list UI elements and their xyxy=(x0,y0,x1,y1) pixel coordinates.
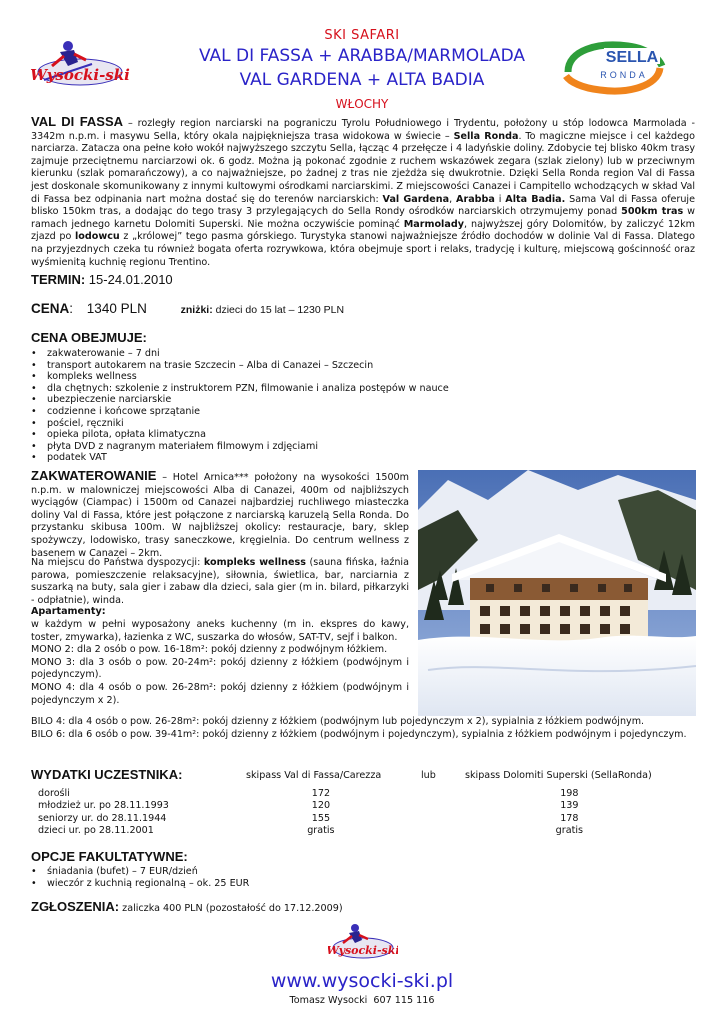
wydatki-col2: skipass Dolomiti Superski (SellaRonda) xyxy=(465,770,652,781)
svg-text:RONDA: RONDA xyxy=(600,70,648,80)
obejmuje-list xyxy=(31,348,531,464)
list-item: • codzienne i końcowe sprzątanie xyxy=(31,406,531,418)
zakwaterowanie-text-2a: Na miejscu do Państwa dyspozycji: xyxy=(31,557,204,568)
wydatki-lub: lub xyxy=(421,770,436,781)
title-line-2: VAL GARDENA + ALTA BADIA xyxy=(239,70,485,90)
table-row xyxy=(38,800,658,812)
table-row xyxy=(38,788,658,800)
intro-bold-3: Arabba xyxy=(456,193,495,205)
mono-3: MONO 3: dla 3 osób o pow. 20-24m²: pokój dzienny z łóżkiem (podwójnym i pojedynczym). xyxy=(31,656,409,681)
termin-value: 15-24.01.2010 xyxy=(88,272,173,287)
apartamenty-heading xyxy=(31,606,409,619)
intro-bold-1: Sella Ronda xyxy=(453,130,519,142)
website-link[interactable]: www.wysocki-ski.pl xyxy=(270,970,454,992)
zgloszenia-label: ZGŁOSZENIA: xyxy=(31,899,120,914)
zakwaterowanie-bold: kompleks wellness xyxy=(203,557,306,568)
list-item: • kompleks wellness xyxy=(31,371,531,383)
intro-paragraph xyxy=(31,116,695,269)
list-item: • płyta DVD z nagranym materiałem filmowym i zdjęciami xyxy=(31,441,531,453)
list-item: • zakwaterowanie – 7 dni xyxy=(31,348,531,360)
intro-bold-4: Alta Badia. xyxy=(505,193,566,205)
row-value-2: 198 xyxy=(560,788,579,799)
row-label: dorośli xyxy=(38,788,70,799)
apartamenty-text xyxy=(31,619,409,707)
wydatki-header xyxy=(31,767,695,783)
title-line-1: VAL DI FASSA + ARABBA/MARMOLADA xyxy=(198,46,526,66)
intro-bold-6: Marmolady xyxy=(403,218,464,230)
footer-logo xyxy=(328,920,398,966)
row-value-1: gratis xyxy=(307,825,335,837)
row-label: młodzież ur. po 28.11.1993 xyxy=(38,800,169,812)
list-item: • śniadania (bufet) – 7 EUR/dzień xyxy=(31,866,431,878)
cena-colon: : xyxy=(69,301,74,316)
cena-value: 1340 PLN xyxy=(86,301,147,316)
intro-text-1: – rozległy region narciarski na pograniczu Tyrolu Południowego i Trydentu, położony u stóp lodowca Marmolada - 3342m n.p.m. i masywu Sella, który okala najpiękniejsza trasa widokowa w świecie – xyxy=(31,118,695,142)
intro-text-4: w ramach jednego karnetu Dolomiti Superski. Nie można oczywiście pominąć xyxy=(31,206,695,230)
zakwaterowanie-heading: ZAKWATEROWANIE xyxy=(31,468,157,483)
mono-4: MONO 4: dla 4 osób o pow. 26-28m²: pokój dzienny z łóżkiem (podwójnym i pojedynczym x 2). xyxy=(31,681,409,706)
intro-text-3: Sama Val di Fassa oferuje blisko 150km tras, a dodając do tego trasy 3 przylegających do Sella Rondy ośrodków narciarskich otrzymujemy ponad xyxy=(31,193,695,218)
list-item: • podatek VAT xyxy=(31,452,531,464)
intro-sep-1: , xyxy=(449,193,457,205)
bilo-6: BILO 6: dla 6 osób o pow. 39-41m²: pokój dzienny z łóżkiem (podwójnym i pojedynczym), sypialnia z łóżkiem podwójnym i pojedynczym. xyxy=(31,728,687,740)
zakwaterowanie-text-2b: (sauna fińska, łaźnia parowa, pomieszczenie relaksacyjne), siłownia, świetlica, bar, narciarnia z suszarką na buty, sala gier i zabaw dla dzieci, sala gier (m in. bilard, piłkarzyki - odpłatnie), winda. xyxy=(31,557,409,606)
row-value-2: 139 xyxy=(560,800,579,812)
country: WŁOCHY xyxy=(335,97,389,111)
intro-text-2: . To magiczne miejsce i cel każdego narciarza. Zatacza ona pełne koło wokół najwyższego szczytu Sella, łącząc 4 przełęcze i 4 ladyńskie doliny. Zdobycie tej blisko 40km trasy zajmuje przeciętnemu narciarzowi ok. 6 godz. Można ją pokonać zgodnie z ruchem wskazówek zegara (szlak zielony) lub w przeciwnym kierunku (szlak pomarańczowy), a co najważniejsze, po żadnej z tras nie zjeżdża się dwukrotnie. Dzięki Sella Ronda region Val di Fassa jest doskonale skomunikowany z innymi kultowymi ośrodkami narciarskimi. Z miejscowości Canazei i Campitello wchodzących w skład Val di Fassa bez odpinania nart można dostać się do terenów narciarskich: xyxy=(31,130,696,205)
cena-line xyxy=(31,301,344,316)
bilo-text xyxy=(31,716,695,741)
termin-line xyxy=(31,272,173,287)
intro-bold-7: lodowcu xyxy=(75,231,120,243)
opcje-list xyxy=(31,866,431,889)
list-item: • transport autokarem na trasie Szczecin – Alba di Canazei – Szczecin xyxy=(31,360,531,372)
wydatki-col1: skipass Val di Fassa/Carezza xyxy=(246,770,382,781)
svg-text:Wysocki-ski: Wysocki-ski xyxy=(328,944,398,957)
intro-heading: VAL DI FASSA xyxy=(31,114,124,129)
row-label: seniorzy ur. do 28.11.1944 xyxy=(38,812,167,824)
intro-bold-2: Val Gardena xyxy=(382,193,450,205)
wydatki-table xyxy=(38,788,658,838)
contact: Tomasz Wysocki 607 115 116 xyxy=(289,995,435,1006)
list-item: • dla chętnych: szkolenie z instruktorem PZN, filmowanie i analiza postępów w nauce xyxy=(31,383,531,395)
svg-text:Wysocki-ski: Wysocki-ski xyxy=(30,66,130,84)
list-item: • wieczór z kuchnią regionalną – ok. 25 EUR xyxy=(31,878,431,890)
zakwaterowanie-text-1: – Hotel Arnica*** położony na wysokości 1500m n.p.m. w malowniczej miejscowości Alba di Canazei, 400m od najbliższych wyciągów (Ciampac) i 1500m od Canazei najbardziej ruchliwego miasteczka doliny Val di Fassa, które jest połączone z narciarską karuzelą Sella Ronda. Do przystanku skibusa 100m. W najbliższej okolicy: restauracje, bary, sklep spożywczy, lodowisko, trasy saneczkowe, kręgielnia. Do centrum wellness z basenem w Canazei – 2km. xyxy=(31,472,409,559)
zakwaterowanie-p2 xyxy=(31,557,409,607)
wydatki-heading: WYDATKI UCZESTNIKA: xyxy=(31,767,183,782)
znizki xyxy=(181,304,344,316)
znizki-value: dzieci do 15 lat – 1230 PLN xyxy=(215,304,345,316)
termin-label: TERMIN: xyxy=(31,272,86,287)
intro-bold-5: 500km tras xyxy=(621,206,684,218)
intro-text-6: z „królowej” tego pasma górskiego. Turystyka stanowi najważniejsze źródło dochodów w dolinie Val di Fassa. Dlatego na przyjezdnych czeka tu również bogata oferta rozrywkowa, która obejmuje sport i relaks, tradycję i kulturę, miejscową gościnność oraz wyśmienitą kuchnię regionu Trentino. xyxy=(31,231,695,268)
apartamenty-label: Apartamenty: xyxy=(31,606,106,617)
hotel-photo xyxy=(418,470,696,716)
intro-sep-2: i xyxy=(494,193,506,205)
zakwaterowanie-p1 xyxy=(31,470,409,560)
zgloszenia-value: zaliczka 400 PLN (pozostałość do 17.12.2009) xyxy=(119,903,343,914)
svg-text:SELLA: SELLA xyxy=(605,49,659,66)
table-row xyxy=(38,825,658,837)
kicker: SKI SAFARI xyxy=(324,28,400,43)
obejmuje-heading: CENA OBEJMUJE: xyxy=(31,330,147,345)
mono-2: MONO 2: dla 2 osób o pow. 16-18m²: pokój dzienny z podwójnym łóżkiem. xyxy=(31,644,388,656)
row-value-2: gratis xyxy=(555,825,584,837)
row-value-2: 178 xyxy=(560,812,579,824)
bilo-4: BILO 4: dla 4 osób o pow. 26-28m²: pokój dzienny z łóżkiem (podwójnym lub pojedynczym x 2), sypialnia z łóżkiem podwójnym. xyxy=(31,716,645,727)
list-item: • opieka pilota, opłata klimatyczna xyxy=(31,429,531,441)
list-item: • pościel, ręczniki xyxy=(31,418,531,430)
list-item: • ubezpieczenie narciarskie xyxy=(31,394,531,406)
cena-label: CENA xyxy=(31,301,70,316)
table-row xyxy=(38,813,658,825)
zgloszenia-line xyxy=(31,899,343,914)
znizki-label: zniżki: xyxy=(180,304,213,316)
row-label: dzieci ur. po 28.11.2001 xyxy=(38,825,154,837)
intro-text-5: , najwyższej góry Dolomitów, by zaliczyć 12km zjazd po xyxy=(31,218,695,243)
row-value-1: 155 xyxy=(311,812,331,824)
opcje-heading: OPCJE FAKULTATYWNE: xyxy=(31,849,188,864)
row-value-1: 172 xyxy=(311,788,331,799)
row-value-1: 120 xyxy=(311,800,331,812)
apartamenty-description: w każdym w pełni wyposażony aneks kuchenny (m in. ekspres do kawy, toster, zmywarka), łazienka z WC, suszarka do włosów, SAT-TV, sejf i balkon. xyxy=(31,619,409,643)
